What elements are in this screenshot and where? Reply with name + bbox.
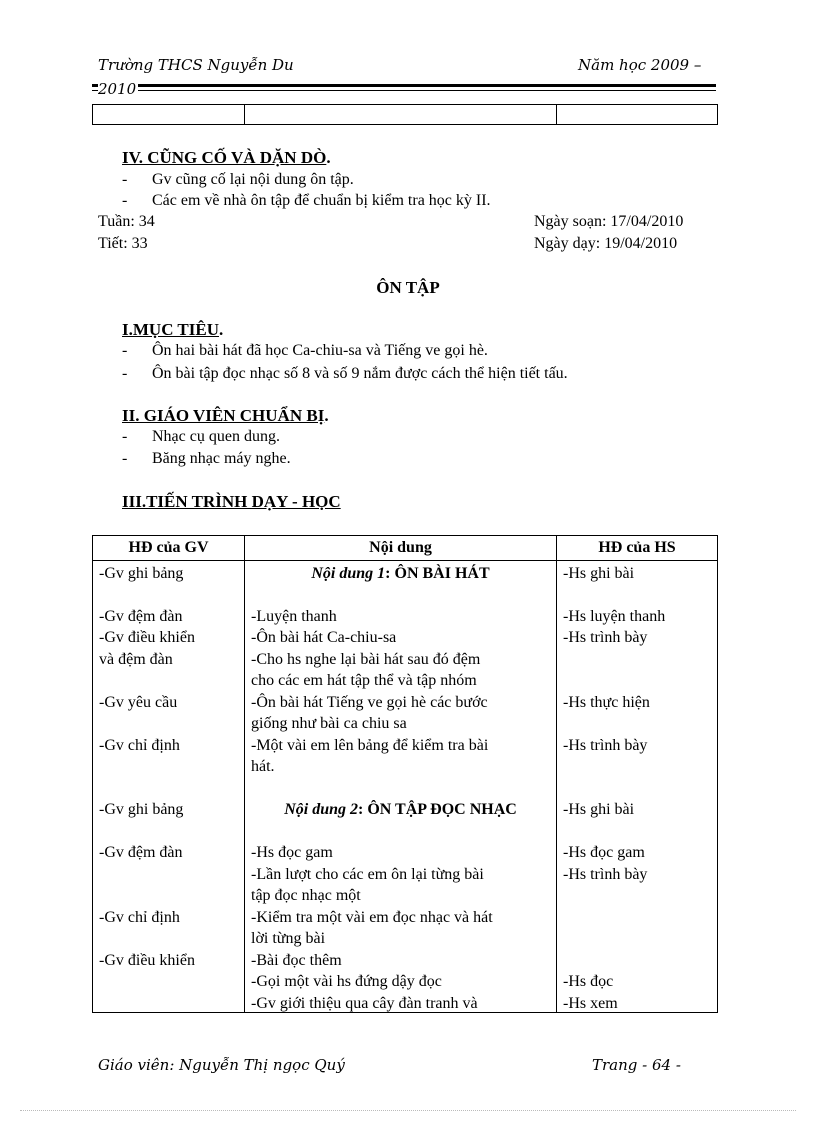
section4-title: IV. CŨNG CỐ VÀ DẶN DÒ.: [122, 148, 331, 167]
gv-activity: -Gv đệm đàn: [99, 844, 183, 861]
process-title: III.TIẾN TRÌNH DẠY - HỌC: [122, 492, 341, 511]
content-line: lời từng bài: [251, 930, 326, 947]
hs-activity: -Hs thực hiện: [563, 693, 650, 711]
content-line: -Cho hs nghe lại bài hát sau đó đệm: [251, 650, 481, 668]
content-line: -Hs đọc gam: [251, 844, 333, 861]
gv-activity: -Gv đệm đàn: [99, 607, 183, 625]
gv-column: [93, 560, 245, 1012]
objective-item: - Ôn hai bài hát đã học Ca-chiu-sa và Tiếng ve gọi hè.: [122, 342, 488, 359]
hs-activity: -Hs ghi bài: [563, 801, 635, 818]
prep-date: Ngày soạn: 17/04/2010: [534, 213, 684, 230]
gv-activity: và đệm đàn: [99, 650, 173, 668]
hs-activity: -Hs trình bày: [563, 629, 648, 646]
period-label: Tiết: 33: [98, 235, 148, 252]
content-heading-label: Nội dung 1: [311, 564, 386, 582]
content-line: -Bài đọc thêm: [251, 951, 342, 969]
content-line: -Gv giới thiệu qua cây đàn tranh và: [251, 994, 478, 1012]
header-content: Nội dung: [245, 536, 557, 561]
content-heading: [245, 563, 556, 585]
lesson-plan-table: [92, 535, 718, 1013]
gv-activity: -Gv ghi bảng: [99, 801, 184, 818]
header-school: Trường THCS Nguyễn Du: [98, 56, 294, 74]
content-heading-text: : ÔN TẬP ĐỌC NHẠC: [357, 801, 517, 818]
gv-activity: -Gv điều khiển: [99, 951, 195, 969]
content-heading-text: : ÔN BÀI HÁT: [385, 564, 490, 582]
header-gv: HĐ của GV: [93, 536, 245, 561]
gv-activity: -Gv yêu cầu: [99, 693, 178, 711]
week-label: Tuần: 34: [98, 213, 155, 230]
hs-activity: -Hs đọc: [563, 973, 614, 990]
header-rule-thick: [92, 84, 716, 87]
header-year: Năm học 2009 –: [578, 56, 702, 74]
content-column: [245, 560, 557, 1012]
objective-item: - Ôn bài tập đọc nhạc số 8 và số 9 nắm được cách thể hiện tiết tấu.: [122, 365, 568, 382]
content-line: -Gọi một vài hs đứng dậy đọc: [251, 973, 442, 990]
content-line: -Ôn bài hát Ca-chiu-sa: [251, 629, 397, 646]
hs-column: [557, 560, 718, 1012]
table-header-row: [93, 536, 718, 561]
header-rule-thin: [92, 90, 716, 91]
content-heading: [245, 799, 556, 821]
content-line: hát.: [251, 758, 275, 775]
preparation-item: - Băng nhạc máy nghe.: [122, 450, 291, 467]
hs-activity: -Hs luyện thanh: [563, 607, 666, 625]
content-line: -Luyện thanh: [251, 607, 337, 625]
content-heading-label: Nội dung 2: [284, 801, 358, 818]
content-line: -Một vài em lên bảng để kiểm tra bài: [251, 736, 489, 754]
content-line: -Lần lượt cho các em ôn lại từng bài: [251, 865, 484, 883]
remnant-cell: [557, 105, 718, 125]
content-line: -Ôn bài hát Tiếng ve gọi hè các bước: [251, 693, 488, 711]
hs-activity: -Hs đọc gam: [563, 844, 645, 861]
hs-activity: -Hs trình bày: [563, 865, 648, 883]
gv-activity: -Gv chỉ định: [99, 908, 180, 926]
content-line: cho các em hát tập thể và tập nhóm: [251, 672, 477, 689]
hs-activity: -Hs trình bày: [563, 736, 648, 754]
footer-page: Trang - 64 -: [592, 1056, 681, 1074]
table-body-row: [93, 560, 718, 1012]
section4-item: - Các em về nhà ôn tập để chuẩn bị kiểm tra học kỳ II.: [122, 192, 491, 209]
gv-activity: -Gv chỉ định: [99, 736, 180, 754]
header-hs: HĐ của HS: [557, 536, 718, 561]
previous-table-remnant: [92, 104, 718, 125]
header-year-continued: 2010: [98, 80, 137, 98]
footer-teacher: Giáo viên: Nguyễn Thị ngọc Quý: [98, 1056, 345, 1074]
gv-activity: -Gv ghi bảng: [99, 564, 184, 582]
objectives-title: I.MỤC TIÊU.: [122, 320, 224, 339]
hs-activity: -Hs xem: [563, 994, 618, 1012]
content-line: tập đọc nhạc một: [251, 887, 361, 904]
page-edge-dots: [20, 1110, 796, 1111]
preparation-item: - Nhạc cụ quen dung.: [122, 428, 280, 445]
preparation-title: II. GIÁO VIÊN CHUẨN BỊ.: [122, 406, 329, 425]
remnant-cell: [93, 105, 245, 125]
remnant-cell: [245, 105, 557, 125]
content-line: -Kiểm tra một vài em đọc nhạc và hát: [251, 908, 493, 926]
lesson-title: ÔN TẬP: [376, 278, 440, 297]
section4-item: - Gv cũng cố lại nội dung ôn tập.: [122, 171, 354, 188]
teach-date: Ngày dạy: 19/04/2010: [534, 235, 678, 252]
hs-activity: -Hs ghi bài: [563, 564, 635, 582]
gv-activity: -Gv điều khiển: [99, 629, 195, 646]
content-line: giống như bài ca chiu sa: [251, 715, 407, 732]
